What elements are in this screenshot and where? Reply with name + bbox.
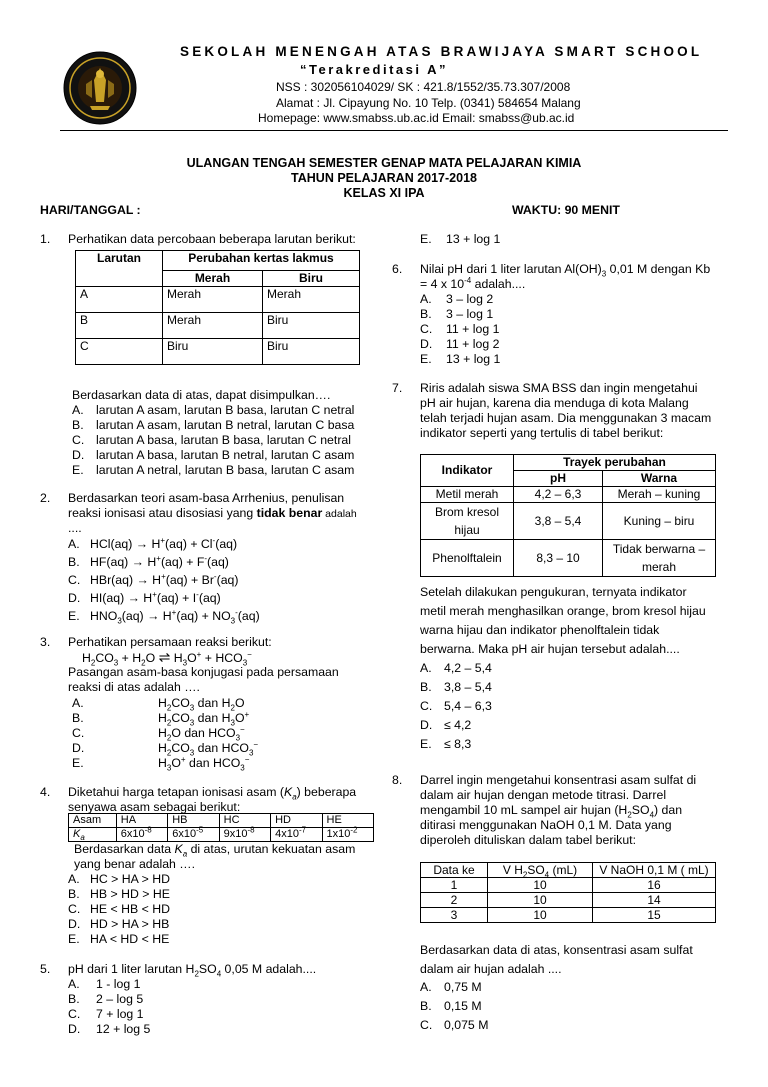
q8-cell: 16 bbox=[593, 878, 716, 893]
day-label: HARI/TANGGAL : bbox=[40, 203, 141, 217]
q3-line1: Perhatikan persamaan reaksi berikut: bbox=[68, 635, 272, 649]
school-logo bbox=[62, 50, 138, 126]
opt-letter: E. bbox=[72, 756, 84, 770]
opt-letter: A. bbox=[420, 292, 432, 306]
q7-cell: Kuning – biru bbox=[603, 503, 716, 540]
q7-after bbox=[420, 583, 706, 659]
q4-cell: HC bbox=[219, 814, 270, 828]
opt-text: HC > HA > HD bbox=[90, 872, 170, 886]
opt-text: HD > HA > HB bbox=[90, 917, 170, 931]
q1-number: 1. bbox=[40, 232, 51, 246]
q4-cell-ka: $K_a$ bbox=[69, 828, 117, 842]
opt-text: $H_2CO_3$ dan $HCO_3^-$ bbox=[158, 739, 259, 758]
opt-letter: C. bbox=[68, 902, 81, 916]
opt-text: larutan A asam, larutan B netral, larutan C basa bbox=[96, 418, 355, 432]
q7-after-line: warna hijau dan indikator phenolftalein tidak bbox=[420, 623, 660, 637]
opt-letter: C. bbox=[420, 322, 433, 336]
opt-text: $HNO_3(aq) \to H^+(aq) + NO_3^-(aq)$ bbox=[90, 607, 260, 626]
opt-text: 0,15 M bbox=[444, 999, 482, 1013]
q8-cell: 10 bbox=[488, 893, 593, 908]
q8-cell: 14 bbox=[593, 893, 716, 908]
q8-after-line: Berdasarkan data di atas, konsentrasi asam sulfat bbox=[420, 943, 693, 957]
q2-line2: reaksi ionisasi atau disosiasi yang tidak benar adalah bbox=[68, 506, 357, 520]
q7-th-ph: pH bbox=[514, 471, 603, 487]
q7-cell: Brom kresol hijau bbox=[421, 503, 514, 540]
opt-letter: B. bbox=[68, 992, 80, 1006]
opt-text: larutan A basa, larutan B netral, larutan C asam bbox=[96, 448, 355, 462]
opt-text: 12 + log 5 bbox=[96, 1022, 151, 1036]
exam-title: ULANGAN TENGAH SEMESTER GENAP MATA PELAJARAN KIMIA bbox=[186, 156, 582, 170]
opt-letter: B. bbox=[72, 711, 84, 725]
opt-letter: A. bbox=[68, 977, 80, 991]
opt-text: $H_3O^+$ dan $HCO_3^-$ bbox=[158, 754, 250, 773]
q8-table bbox=[420, 862, 716, 923]
q7-cell: 3,8 – 5,4 bbox=[514, 503, 603, 540]
q2-line1: Berdasarkan teori asam-basa Arrhenius, penulisan bbox=[68, 491, 345, 505]
opt-letter: C. bbox=[420, 1018, 433, 1032]
q8-cell: 10 bbox=[488, 878, 593, 893]
opt-text: 7 + log 1 bbox=[96, 1007, 144, 1021]
q1-cell: Biru bbox=[262, 313, 359, 339]
opt-letter: A. bbox=[72, 696, 84, 710]
opt-text: $H_2CO_3$ dan $H_3O^+$ bbox=[158, 709, 250, 728]
q1-th-larutan: Larutan bbox=[76, 251, 163, 287]
q7-cell: Tidak berwarna – merah bbox=[603, 540, 716, 577]
opt-letter: C. bbox=[420, 699, 433, 713]
q7-cell: 8,3 – 10 bbox=[514, 540, 603, 577]
q6-line2: = 4 x $10^{-4}$ adalah.... bbox=[420, 275, 526, 291]
opt-letter: A. bbox=[68, 537, 80, 551]
q7-after-line: metil merah menghasilkan orange, brom kresol hijau bbox=[420, 604, 706, 618]
q7-th-trayek: Trayek perubahan bbox=[514, 455, 716, 471]
exam-year: TAHUN PELAJARAN 2017-2018 bbox=[291, 171, 477, 185]
opt-letter: B. bbox=[420, 680, 432, 694]
accreditation: “Terakreditasi A” bbox=[300, 62, 448, 77]
q7-after-line: berwarna. Maka pH air hujan tersebut adalah.... bbox=[420, 642, 680, 656]
q7-th-warna: Warna bbox=[603, 471, 716, 487]
q1-cell: Merah bbox=[163, 287, 263, 313]
q8-cell: 1 bbox=[421, 878, 488, 893]
opt-letter: D. bbox=[68, 1022, 81, 1036]
opt-text: larutan A asam, larutan B basa, larutan C netral bbox=[96, 403, 355, 417]
opt-letter: D. bbox=[68, 591, 81, 605]
q8-cell: 2 bbox=[421, 893, 488, 908]
opt-letter: B. bbox=[420, 999, 432, 1013]
q3-line4: reaksi di atas adalah …. bbox=[68, 680, 200, 694]
opt-text: 0,075 M bbox=[444, 1018, 489, 1032]
q3-number: 3. bbox=[40, 635, 51, 649]
q7-line: Riris adalah siswa SMA BSS dan ingin mengetahui bbox=[420, 381, 698, 395]
opt-letter: E. bbox=[420, 737, 432, 751]
opt-text: 0,75 M bbox=[444, 980, 482, 994]
opt-text: ≤ 8,3 bbox=[444, 737, 472, 751]
opt-text: 3,8 – 5,4 bbox=[444, 680, 492, 694]
q8-cell: 15 bbox=[593, 908, 716, 923]
q7-line: indikator seperti yang tertulis di tabel berikut: bbox=[420, 426, 664, 440]
opt-letter: C. bbox=[72, 726, 85, 740]
exam-class: KELAS XI IPA bbox=[343, 186, 425, 200]
opt-text: HCl(aq) → H+(aq) + Cl-(aq) bbox=[90, 535, 238, 551]
opt-letter: D. bbox=[72, 448, 85, 462]
opt-text: HB > HD > HE bbox=[90, 887, 170, 901]
homepage-line: Homepage: www.smabss.ub.ac.id Email: smabss@ub.ac.id bbox=[258, 111, 575, 125]
q7-cell: Phenolftalein bbox=[421, 540, 514, 577]
opt-letter: B. bbox=[68, 887, 80, 901]
q6-line1: Nilai pH dari 1 liter larutan $Al(OH)_3$ 0,01 M dengan Kb bbox=[420, 262, 711, 279]
address-line: Alamat : Jl. Cipayung No. 10 Telp. (0341) 584654 Malang bbox=[276, 96, 581, 110]
opt-text: ≤ 4,2 bbox=[444, 718, 472, 732]
opt-letter: A. bbox=[420, 980, 432, 994]
q3-equation: $H_2CO_3 + H_2O$ ⇌ $H_3O^+ + HCO_3^-$ bbox=[82, 649, 252, 668]
q4-line2: senyawa asam sebagai berikut: bbox=[68, 800, 241, 814]
q7-table bbox=[420, 454, 716, 577]
q3-line3: Pasangan asam-basa konjugasi pada persamaan bbox=[68, 665, 339, 679]
opt-letter: A. bbox=[420, 661, 432, 675]
q1-cell: B bbox=[76, 313, 163, 339]
q1-th-biru: Biru bbox=[262, 271, 359, 287]
q4-line3: Berdasarkan data $K_a$ di atas, urutan kekuatan asam bbox=[74, 842, 356, 859]
q8-line2: dalam air hujan dengan metode titrasi. Darrel bbox=[420, 788, 667, 802]
q5-text: pH dari 1 liter larutan $H_2SO_4$ 0,05 M adalah.... bbox=[68, 962, 317, 979]
opt-text: HF(aq) → H+(aq) + F-(aq) bbox=[90, 553, 229, 569]
q5-option-e: E. 13 + log 1 bbox=[420, 232, 501, 246]
q4-line4: yang benar adalah …. bbox=[74, 857, 196, 871]
school-name: SEKOLAH MENENGAH ATAS BRAWIJAYA SMART SCHOOL bbox=[180, 44, 703, 59]
opt-text: HE < HB < HD bbox=[90, 902, 170, 916]
q8-number: 8. bbox=[392, 773, 403, 787]
q4-cell: $9x10^{-8}$ bbox=[219, 828, 270, 842]
opt-text: 3 – log 1 bbox=[446, 307, 494, 321]
opt-text: 5,4 – 6,3 bbox=[444, 699, 492, 713]
q4-cell: $6x10^{-8}$ bbox=[116, 828, 167, 842]
q7-cell: Merah – kuning bbox=[603, 487, 716, 503]
q7-after-line: Setelah dilakukan pengukuran, ternyata indikator bbox=[420, 585, 687, 599]
q4-cell: $1x10^{-2}$ bbox=[322, 828, 373, 842]
q4-cell: HD bbox=[271, 814, 322, 828]
opt-letter: E. bbox=[420, 352, 432, 366]
opt-letter: B. bbox=[420, 307, 432, 321]
q4-line1: Diketahui harga tetapan ionisasi asam $(K_a)$ beberapa bbox=[68, 785, 357, 802]
q2-line3: .... bbox=[68, 521, 82, 535]
q4-cell: HE bbox=[322, 814, 373, 828]
q8-line1: Darrel ingin mengetahui konsentrasi asam sulfat di bbox=[420, 773, 697, 787]
q1-cell: A bbox=[76, 287, 163, 313]
q7-th-indikator: Indikator bbox=[421, 455, 514, 487]
opt-letter: C. bbox=[68, 1007, 81, 1021]
q7-line: pH air hujan, karena dia menduga di kota Malang bbox=[420, 396, 689, 410]
opt-text: 2 – log 5 bbox=[96, 992, 144, 1006]
q1-th-merah: Merah bbox=[163, 271, 263, 287]
q1-th-perubahan: Perubahan kertas lakmus bbox=[163, 251, 360, 271]
q8-th-data: Data ke bbox=[421, 863, 488, 878]
opt-letter: B. bbox=[68, 555, 80, 569]
q4-cell: Asam bbox=[69, 814, 117, 828]
opt-letter: D. bbox=[420, 337, 433, 351]
opt-text: $H_2O$ dan $HCO_3^-$ bbox=[158, 724, 245, 743]
time-label: WAKTU: 90 MENIT bbox=[512, 203, 620, 217]
q4-table bbox=[68, 813, 374, 842]
q8-line3-sample: mengambil 10 mL sampel air hujan $(H_2SO_4)$ dan bbox=[420, 803, 683, 820]
q8-line3: ditirasi menggunakan NaOH 0,1 M. Data yang bbox=[420, 818, 672, 832]
q4-cell: HB bbox=[168, 814, 219, 828]
opt-letter: E. bbox=[68, 932, 80, 946]
q1-cell: Merah bbox=[163, 313, 263, 339]
opt-letter: E. bbox=[72, 463, 84, 477]
q8-th-vh2so4: V $H_2SO_4$ (mL) bbox=[488, 863, 593, 878]
opt-text: 11 + log 1 bbox=[446, 322, 500, 336]
q1-cell: Biru bbox=[163, 339, 263, 365]
opt-text: $H_2CO_3$ dan $H_2O$ bbox=[158, 696, 245, 713]
opt-text: larutan A basa, larutan B basa, larutan C netral bbox=[96, 433, 351, 447]
q7-number: 7. bbox=[392, 381, 403, 395]
opt-text: 4,2 – 5,4 bbox=[444, 661, 492, 675]
q1-after: Berdasarkan data di atas, dapat disimpulkan…. bbox=[72, 388, 331, 402]
q1-text: Perhatikan data percobaan beberapa larutan berikut: bbox=[68, 232, 356, 246]
nss-line: NSS : 302056104029/ SK : 421.8/1552/35.73.307/2008 bbox=[276, 80, 571, 94]
opt-letter: D. bbox=[420, 718, 433, 732]
opt-text: HI(aq) → H+(aq) + I-(aq) bbox=[90, 589, 221, 605]
opt-text: HBr(aq) → H+(aq) + Br-(aq) bbox=[90, 571, 239, 587]
opt-letter: C. bbox=[68, 573, 81, 587]
q7-cell: Metil merah bbox=[421, 487, 514, 503]
opt-text: 1 - log 1 bbox=[96, 977, 141, 991]
q7-line: telah terjadi hujan asam. Dia menggunakan 3 macam bbox=[420, 411, 712, 425]
q1-cell: Biru bbox=[262, 339, 359, 365]
opt-letter: D. bbox=[72, 741, 85, 755]
q8-line4: diperoleh dituliskan dalam tabel berikut: bbox=[420, 833, 637, 847]
header-rule bbox=[60, 130, 728, 131]
opt-text: 11 + log 2 bbox=[446, 337, 500, 351]
opt-text: larutan A netral, larutan B basa, larutan C asam bbox=[96, 463, 355, 477]
q4-cell: HA bbox=[116, 814, 167, 828]
opt-letter: C. bbox=[72, 433, 85, 447]
q5-number: 5. bbox=[40, 962, 51, 976]
opt-letter: E. bbox=[68, 609, 80, 623]
q1-cell: C bbox=[76, 339, 163, 365]
q8-th-vnaoh: V NaOH 0,1 M ( mL) bbox=[593, 863, 716, 878]
opt-text: 3 – log 2 bbox=[446, 292, 494, 306]
q2-number: 2. bbox=[40, 491, 51, 505]
q8-after-line: dalam air hujan adalah .... bbox=[420, 962, 562, 976]
q7-cell: 4,2 – 6,3 bbox=[514, 487, 603, 503]
q1-cell: Merah bbox=[262, 287, 359, 313]
opt-letter: B. bbox=[72, 418, 84, 432]
q4-cell: $4x10^{-7}$ bbox=[271, 828, 322, 842]
q8-cell: 10 bbox=[488, 908, 593, 923]
opt-letter: A. bbox=[68, 872, 80, 886]
opt-letter: A. bbox=[72, 403, 84, 417]
q4-cell: $6x10^{-5}$ bbox=[168, 828, 219, 842]
q8-after bbox=[420, 941, 693, 979]
opt-text: HA < HD < HE bbox=[90, 932, 170, 946]
q6-number: 6. bbox=[392, 262, 403, 276]
q8-cell: 3 bbox=[421, 908, 488, 923]
q1-table bbox=[75, 250, 360, 365]
opt-letter: D. bbox=[68, 917, 81, 931]
q4-number: 4. bbox=[40, 785, 51, 799]
opt-text: 13 + log 1 bbox=[446, 352, 501, 366]
